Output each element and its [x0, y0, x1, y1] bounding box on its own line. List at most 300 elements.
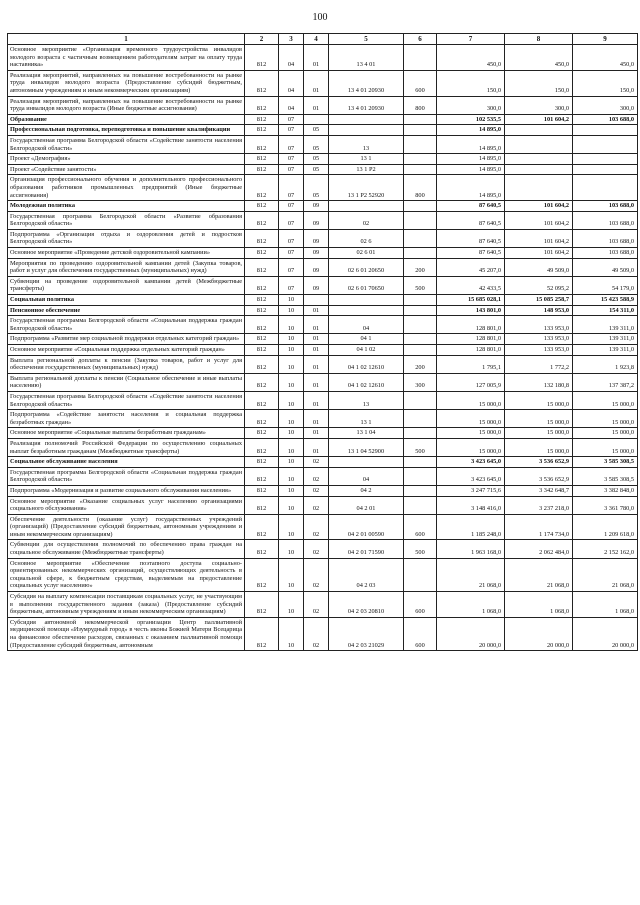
expense-type-cell [404, 316, 437, 334]
expense-type-cell [404, 410, 437, 428]
subsection-code-cell: 01 [304, 373, 329, 391]
row-name-cell: Субвенции для осуществления полномочий по обеспечению права граждан на социальное обслуживание (Межбюджетные трансферты) [8, 540, 245, 558]
target-article-cell: 04 1 02 12610 [329, 373, 404, 391]
row-name-cell: Организация профессионального обучения и дополнительного профессионального образования работников промышленных предприятий (Иные бюджетные ассигнования) [8, 175, 245, 201]
row-name-cell: Субсидия на выплату компенсации поставщикам социальных услуг, не участвующим в выполнении государственного задания (заказа) (Предоставление субсидий бюджетным, автономным учреждениям и иным некоммерческим организациям) [8, 592, 245, 618]
expense-type-cell [404, 248, 437, 259]
ministry-code-cell: 812 [245, 391, 279, 409]
row-name-cell: Мероприятия по проведению оздоровительной кампании детей (Закупка товаров, работ и услуг для обеспечения государственных (муниципальных) нужд) [8, 258, 245, 276]
ministry-code-cell: 812 [245, 316, 279, 334]
amount-year2-cell [505, 154, 573, 165]
amount-year3-cell [573, 135, 638, 153]
amount-year1-cell: 128 801,0 [437, 316, 505, 334]
section-code-cell: 07 [279, 135, 304, 153]
amount-year2-cell: 150,0 [505, 70, 573, 96]
target-article-cell [329, 201, 404, 212]
ministry-code-cell: 812 [245, 617, 279, 650]
ministry-code-cell: 812 [245, 334, 279, 345]
expense-type-cell [404, 229, 437, 247]
section-code-cell: 10 [279, 305, 304, 316]
amount-year3-cell: 15 423 588,9 [573, 295, 638, 306]
section-code-cell: 07 [279, 201, 304, 212]
amount-year1-cell: 300,0 [437, 96, 505, 114]
amount-year2-cell: 148 953,0 [505, 305, 573, 316]
amount-year3-cell: 20 000,0 [573, 617, 638, 650]
amount-year2-cell: 101 604,2 [505, 211, 573, 229]
amount-year1-cell: 1 963 168,0 [437, 540, 505, 558]
amount-year2-cell: 101 604,2 [505, 229, 573, 247]
row-name-cell: Государственная программа Белгородской области «Содействие занятости населения Белгородской области» [8, 391, 245, 409]
table-row [8, 164, 638, 175]
section-code-cell: 07 [279, 154, 304, 165]
section-code-cell: 10 [279, 457, 304, 468]
section-code-cell: 10 [279, 410, 304, 428]
amount-year3-cell: 139 311,0 [573, 334, 638, 345]
table-row [8, 355, 638, 373]
amount-year2-cell: 133 953,0 [505, 345, 573, 356]
expense-type-cell: 500 [404, 438, 437, 456]
row-name-cell: Реализация полномочий Российской Федерации по осуществлению социальных выплат безработным гражданам (Межбюджетные трансферты) [8, 438, 245, 456]
target-article-cell: 13 1 04 52900 [329, 438, 404, 456]
amount-year3-cell: 3 585 308,5 [573, 467, 638, 485]
amount-year1-cell: 14 895,0 [437, 175, 505, 201]
amount-year1-cell: 87 640,5 [437, 229, 505, 247]
amount-year2-cell: 1 174 734,0 [505, 514, 573, 540]
table-row [8, 617, 638, 650]
header-cell: 2 [245, 34, 279, 45]
table-row [8, 558, 638, 591]
section-code-cell: 07 [279, 211, 304, 229]
amount-year1-cell: 1 795,1 [437, 355, 505, 373]
ministry-code-cell: 812 [245, 258, 279, 276]
table-row [8, 467, 638, 485]
expense-type-cell: 800 [404, 96, 437, 114]
target-article-cell: 04 1 [329, 334, 404, 345]
target-article-cell [329, 114, 404, 125]
amount-year3-cell: 21 068,0 [573, 558, 638, 591]
row-name-cell: Основное мероприятие «Организация временного трудоустройства инвалидов молодого возраста с частичным возмещением работодателям затрат на оплату труда наставника» [8, 45, 245, 71]
table-header-row [8, 34, 638, 45]
target-article-cell: 02 6 01 70650 [329, 276, 404, 294]
ministry-code-cell: 812 [245, 70, 279, 96]
amount-year3-cell [573, 164, 638, 175]
ministry-code-cell: 812 [245, 229, 279, 247]
expense-type-cell [404, 391, 437, 409]
ministry-code-cell: 812 [245, 457, 279, 468]
amount-year1-cell: 45 207,0 [437, 258, 505, 276]
row-name-cell: Основное мероприятие «Оказание социальных услуг населению организациями социального обслуживания» [8, 496, 245, 514]
row-name-cell: Подпрограмма «Развитие мер социальной поддержки отдельных категорий граждан» [8, 334, 245, 345]
amount-year3-cell [573, 175, 638, 201]
ministry-code-cell: 812 [245, 467, 279, 485]
table-row [8, 258, 638, 276]
amount-year2-cell: 3 536 652,9 [505, 467, 573, 485]
amount-year1-cell: 3 423 645,0 [437, 457, 505, 468]
table-row [8, 295, 638, 306]
ministry-code-cell: 812 [245, 514, 279, 540]
header-cell: 4 [304, 34, 329, 45]
subsection-code-cell: 05 [304, 175, 329, 201]
ministry-code-cell: 812 [245, 305, 279, 316]
subsection-code-cell: 02 [304, 558, 329, 591]
amount-year1-cell: 1 185 248,0 [437, 514, 505, 540]
table-row [8, 334, 638, 345]
amount-year1-cell: 15 000,0 [437, 438, 505, 456]
amount-year3-cell [573, 154, 638, 165]
subsection-code-cell: 02 [304, 592, 329, 618]
amount-year2-cell: 450,0 [505, 45, 573, 71]
expense-type-cell [404, 154, 437, 165]
target-article-cell: 13 [329, 135, 404, 153]
table-row [8, 438, 638, 456]
subsection-code-cell: 09 [304, 248, 329, 259]
amount-year2-cell: 15 000,0 [505, 391, 573, 409]
section-code-cell: 04 [279, 96, 304, 114]
amount-year1-cell: 128 801,0 [437, 345, 505, 356]
amount-year2-cell: 1 068,0 [505, 592, 573, 618]
target-article-cell: 13 4 01 20930 [329, 96, 404, 114]
budget-table [7, 33, 638, 651]
expense-type-cell: 600 [404, 70, 437, 96]
amount-year3-cell: 139 311,0 [573, 316, 638, 334]
subsection-code-cell: 01 [304, 45, 329, 71]
expense-type-cell: 500 [404, 540, 437, 558]
section-code-cell: 07 [279, 248, 304, 259]
target-article-cell [329, 457, 404, 468]
table-row [8, 125, 638, 136]
amount-year1-cell: 87 640,5 [437, 248, 505, 259]
section-code-cell: 07 [279, 258, 304, 276]
target-article-cell: 04 2 01 71590 [329, 540, 404, 558]
table-row [8, 391, 638, 409]
section-code-cell: 07 [279, 125, 304, 136]
amount-year2-cell: 15 000,0 [505, 438, 573, 456]
table-row [8, 305, 638, 316]
amount-year1-cell: 128 801,0 [437, 334, 505, 345]
section-code-cell: 10 [279, 617, 304, 650]
expense-type-cell [404, 467, 437, 485]
amount-year1-cell: 3 148 416,0 [437, 496, 505, 514]
expense-type-cell [404, 334, 437, 345]
amount-year2-cell: 3 536 652,9 [505, 457, 573, 468]
header-cell: 9 [573, 34, 638, 45]
table-row [8, 410, 638, 428]
row-name-cell: Подпрограмма «Модернизация и развитие социального обслуживания населения» [8, 485, 245, 496]
amount-year1-cell: 87 640,5 [437, 201, 505, 212]
target-article-cell: 13 4 01 [329, 45, 404, 71]
ministry-code-cell: 812 [245, 438, 279, 456]
section-code-cell: 10 [279, 438, 304, 456]
amount-year2-cell: 133 953,0 [505, 334, 573, 345]
row-name-cell: Государственная программа Белгородской области «Социальная поддержка граждан Белгородской области» [8, 316, 245, 334]
amount-year3-cell: 15 000,0 [573, 438, 638, 456]
subsection-code-cell: 09 [304, 276, 329, 294]
ministry-code-cell: 812 [245, 125, 279, 136]
table-row [8, 96, 638, 114]
table-row [8, 276, 638, 294]
expense-type-cell: 200 [404, 355, 437, 373]
target-article-cell: 13 1 [329, 410, 404, 428]
amount-year2-cell: 1 772,2 [505, 355, 573, 373]
section-code-cell: 07 [279, 164, 304, 175]
section-code-cell: 07 [279, 175, 304, 201]
target-article-cell: 04 1 02 [329, 345, 404, 356]
ministry-code-cell: 812 [245, 540, 279, 558]
subsection-code-cell: 02 [304, 496, 329, 514]
row-name-cell: Подпрограмма «Организация отдыха и оздоровления детей и подростков Белгородской области» [8, 229, 245, 247]
expense-type-cell: 300 [404, 373, 437, 391]
expense-type-cell [404, 305, 437, 316]
amount-year3-cell: 103 688,0 [573, 248, 638, 259]
header-cell: 8 [505, 34, 573, 45]
table-row [8, 154, 638, 165]
subsection-code-cell: 01 [304, 355, 329, 373]
table-row [8, 373, 638, 391]
expense-type-cell [404, 135, 437, 153]
amount-year3-cell: 150,0 [573, 70, 638, 96]
amount-year3-cell: 139 311,0 [573, 345, 638, 356]
row-name-cell: Субвенции на проведение оздоровительной кампании детей (Межбюджетные трансферты) [8, 276, 245, 294]
target-article-cell: 13 1 [329, 154, 404, 165]
ministry-code-cell: 812 [245, 45, 279, 71]
expense-type-cell [404, 485, 437, 496]
target-article-cell: 04 2 03 20810 [329, 592, 404, 618]
amount-year2-cell [505, 125, 573, 136]
amount-year1-cell: 127 005,9 [437, 373, 505, 391]
amount-year2-cell: 49 509,0 [505, 258, 573, 276]
amount-year1-cell: 14 895,0 [437, 135, 505, 153]
row-name-cell: Основное мероприятие «Социальная поддержка отдельных категорий граждан» [8, 345, 245, 356]
amount-year1-cell: 1 068,0 [437, 592, 505, 618]
subsection-code-cell: 01 [304, 334, 329, 345]
section-code-cell: 10 [279, 485, 304, 496]
amount-year2-cell: 101 604,2 [505, 114, 573, 125]
subsection-code-cell: 09 [304, 211, 329, 229]
row-name-cell: Выплата региональной доплаты к пенсии (Закупка товаров, работ и услуг для обеспечения государственных (муниципальных) нужд) [8, 355, 245, 373]
ministry-code-cell: 812 [245, 345, 279, 356]
subsection-code-cell: 01 [304, 70, 329, 96]
row-name-cell: Пенсионное обеспечение [8, 305, 245, 316]
table-row [8, 201, 638, 212]
amount-year1-cell: 450,0 [437, 45, 505, 71]
expense-type-cell: 600 [404, 592, 437, 618]
amount-year2-cell: 300,0 [505, 96, 573, 114]
table-row [8, 457, 638, 468]
amount-year3-cell: 3 585 308,5 [573, 457, 638, 468]
amount-year1-cell: 21 068,0 [437, 558, 505, 591]
amount-year3-cell: 103 688,0 [573, 229, 638, 247]
row-name-cell: Социальная политика [8, 295, 245, 306]
table-row [8, 248, 638, 259]
amount-year1-cell: 20 000,0 [437, 617, 505, 650]
row-name-cell: Социальное обслуживание населения [8, 457, 245, 468]
ministry-code-cell: 812 [245, 496, 279, 514]
amount-year3-cell: 3 361 780,0 [573, 496, 638, 514]
section-code-cell: 10 [279, 391, 304, 409]
subsection-code-cell: 02 [304, 540, 329, 558]
subsection-code-cell: 02 [304, 467, 329, 485]
ministry-code-cell: 812 [245, 135, 279, 153]
expense-type-cell [404, 345, 437, 356]
amount-year2-cell: 15 000,0 [505, 410, 573, 428]
target-article-cell [329, 295, 404, 306]
ministry-code-cell: 812 [245, 428, 279, 439]
amount-year1-cell: 102 535,5 [437, 114, 505, 125]
amount-year1-cell: 14 895,0 [437, 125, 505, 136]
amount-year3-cell: 3 382 848,0 [573, 485, 638, 496]
section-code-cell: 10 [279, 592, 304, 618]
amount-year2-cell: 101 604,2 [505, 201, 573, 212]
subsection-code-cell: 01 [304, 345, 329, 356]
target-article-cell: 02 6 01 [329, 248, 404, 259]
row-name-cell: Субсидия автономной некоммерческой организации Центр паллиативной медицинской помощи «Изумрудный город» в честь иконы Божией Матери Всецарица на финансовое обеспечение расходов, связанных с оказанием паллиативной помощи (Предоставление субсидий бюджетным, автономным [8, 617, 245, 650]
target-article-cell: 04 1 02 12610 [329, 355, 404, 373]
row-name-cell: Обеспечение деятельности (оказание услуг) государственных учреждений (организаций) (Предоставление субсидий бюджетным, автономным учреждениям и иным некоммерческим организациям) [8, 514, 245, 540]
subsection-code-cell: 05 [304, 125, 329, 136]
section-code-cell: 10 [279, 467, 304, 485]
table-row [8, 316, 638, 334]
expense-type-cell [404, 428, 437, 439]
ministry-code-cell: 812 [245, 175, 279, 201]
table-row [8, 428, 638, 439]
section-code-cell: 10 [279, 558, 304, 591]
target-article-cell: 13 [329, 391, 404, 409]
subsection-code-cell [304, 295, 329, 306]
amount-year2-cell: 132 180,8 [505, 373, 573, 391]
subsection-code-cell: 01 [304, 410, 329, 428]
table-row [8, 514, 638, 540]
amount-year3-cell: 103 688,0 [573, 114, 638, 125]
amount-year1-cell: 3 423 645,0 [437, 467, 505, 485]
amount-year3-cell: 2 152 162,0 [573, 540, 638, 558]
amount-year2-cell: 2 062 484,0 [505, 540, 573, 558]
subsection-code-cell: 01 [304, 316, 329, 334]
section-code-cell: 10 [279, 355, 304, 373]
expense-type-cell: 500 [404, 276, 437, 294]
expense-type-cell [404, 558, 437, 591]
amount-year2-cell: 15 085 258,7 [505, 295, 573, 306]
subsection-code-cell: 02 [304, 457, 329, 468]
ministry-code-cell: 812 [245, 248, 279, 259]
target-article-cell: 04 2 03 21029 [329, 617, 404, 650]
ministry-code-cell: 812 [245, 276, 279, 294]
amount-year2-cell: 52 095,2 [505, 276, 573, 294]
section-code-cell: 10 [279, 540, 304, 558]
expense-type-cell: 800 [404, 175, 437, 201]
ministry-code-cell: 812 [245, 558, 279, 591]
amount-year1-cell: 15 000,0 [437, 391, 505, 409]
target-article-cell: 13 4 01 20930 [329, 70, 404, 96]
amount-year1-cell: 150,0 [437, 70, 505, 96]
subsection-code-cell: 05 [304, 154, 329, 165]
expense-type-cell [404, 45, 437, 71]
row-name-cell: Выплата региональной доплаты к пенсии (Социальное обеспечение и иные выплаты населению) [8, 373, 245, 391]
subsection-code-cell: 05 [304, 164, 329, 175]
ministry-code-cell: 812 [245, 154, 279, 165]
table-row [8, 70, 638, 96]
section-code-cell: 10 [279, 428, 304, 439]
table-row [8, 345, 638, 356]
amount-year3-cell: 54 179,0 [573, 276, 638, 294]
row-name-cell: Молодежная политика [8, 201, 245, 212]
subsection-code-cell: 01 [304, 438, 329, 456]
ministry-code-cell: 812 [245, 164, 279, 175]
subsection-code-cell: 09 [304, 201, 329, 212]
amount-year2-cell: 21 068,0 [505, 558, 573, 591]
amount-year3-cell: 1 068,0 [573, 592, 638, 618]
row-name-cell: Государственная программа Белгородской области «Социальная поддержка граждан Белгородской области» [8, 467, 245, 485]
row-name-cell: Основное мероприятие «Обеспечение поэтапного доступа социально-ориентированных некоммерческих организаций, осуществляющих деятельность в социальной сфере, к бюджетным средствам, выделяемым на предоставление социальных услуг населению» [8, 558, 245, 591]
header-cell: 6 [404, 34, 437, 45]
row-name-cell: Государственная программа Белгородской области «Развитие образования Белгородской области» [8, 211, 245, 229]
target-article-cell [329, 305, 404, 316]
subsection-code-cell: 02 [304, 617, 329, 650]
amount-year3-cell: 15 000,0 [573, 391, 638, 409]
amount-year2-cell: 133 953,0 [505, 316, 573, 334]
ministry-code-cell: 812 [245, 485, 279, 496]
amount-year3-cell: 154 311,0 [573, 305, 638, 316]
target-article-cell: 13 1 P2 [329, 164, 404, 175]
amount-year3-cell: 49 509,0 [573, 258, 638, 276]
amount-year2-cell [505, 135, 573, 153]
ministry-code-cell: 812 [245, 295, 279, 306]
row-name-cell: Реализация мероприятий, направленных на повышение востребованности на рынке труда инвалидов молодого возраста (Иные бюджетные ассигнования) [8, 96, 245, 114]
table-row [8, 114, 638, 125]
table-row [8, 229, 638, 247]
amount-year2-cell: 15 000,0 [505, 428, 573, 439]
expense-type-cell [404, 125, 437, 136]
expense-type-cell [404, 496, 437, 514]
section-code-cell: 04 [279, 70, 304, 96]
target-article-cell: 02 [329, 211, 404, 229]
row-name-cell: Реализация мероприятий, направленных на повышение востребованности на рынке труда инвалидов молодого возраста (Предоставление субсидий бюджетным, автономным учреждениям и иным некоммерческим организациям) [8, 70, 245, 96]
ministry-code-cell: 812 [245, 592, 279, 618]
subsection-code-cell: 05 [304, 135, 329, 153]
header-cell: 5 [329, 34, 404, 45]
row-name-cell: Профессиональная подготовка, переподготовка и повышение квалификации [8, 125, 245, 136]
expense-type-cell [404, 457, 437, 468]
expense-type-cell [404, 201, 437, 212]
target-article-cell [329, 125, 404, 136]
amount-year2-cell [505, 164, 573, 175]
amount-year1-cell: 14 895,0 [437, 164, 505, 175]
section-code-cell: 10 [279, 334, 304, 345]
amount-year1-cell: 42 433,5 [437, 276, 505, 294]
amount-year1-cell: 87 640,5 [437, 211, 505, 229]
target-article-cell: 04 [329, 467, 404, 485]
amount-year3-cell: 1 923,8 [573, 355, 638, 373]
section-code-cell: 07 [279, 229, 304, 247]
section-code-cell: 10 [279, 496, 304, 514]
amount-year3-cell: 1 209 618,0 [573, 514, 638, 540]
target-article-cell: 04 2 01 [329, 496, 404, 514]
table-row [8, 540, 638, 558]
subsection-code-cell: 02 [304, 514, 329, 540]
amount-year1-cell: 15 685 028,1 [437, 295, 505, 306]
subsection-code-cell: 01 [304, 305, 329, 316]
target-article-cell: 04 2 03 [329, 558, 404, 591]
expense-type-cell [404, 164, 437, 175]
target-article-cell: 04 [329, 316, 404, 334]
target-article-cell: 13 1 04 [329, 428, 404, 439]
amount-year1-cell: 15 000,0 [437, 428, 505, 439]
amount-year2-cell [505, 175, 573, 201]
row-name-cell: Основное мероприятие «Проведение детской оздоровительной кампании» [8, 248, 245, 259]
ministry-code-cell: 812 [245, 201, 279, 212]
expense-type-cell [404, 295, 437, 306]
amount-year3-cell: 15 000,0 [573, 428, 638, 439]
section-code-cell: 10 [279, 514, 304, 540]
